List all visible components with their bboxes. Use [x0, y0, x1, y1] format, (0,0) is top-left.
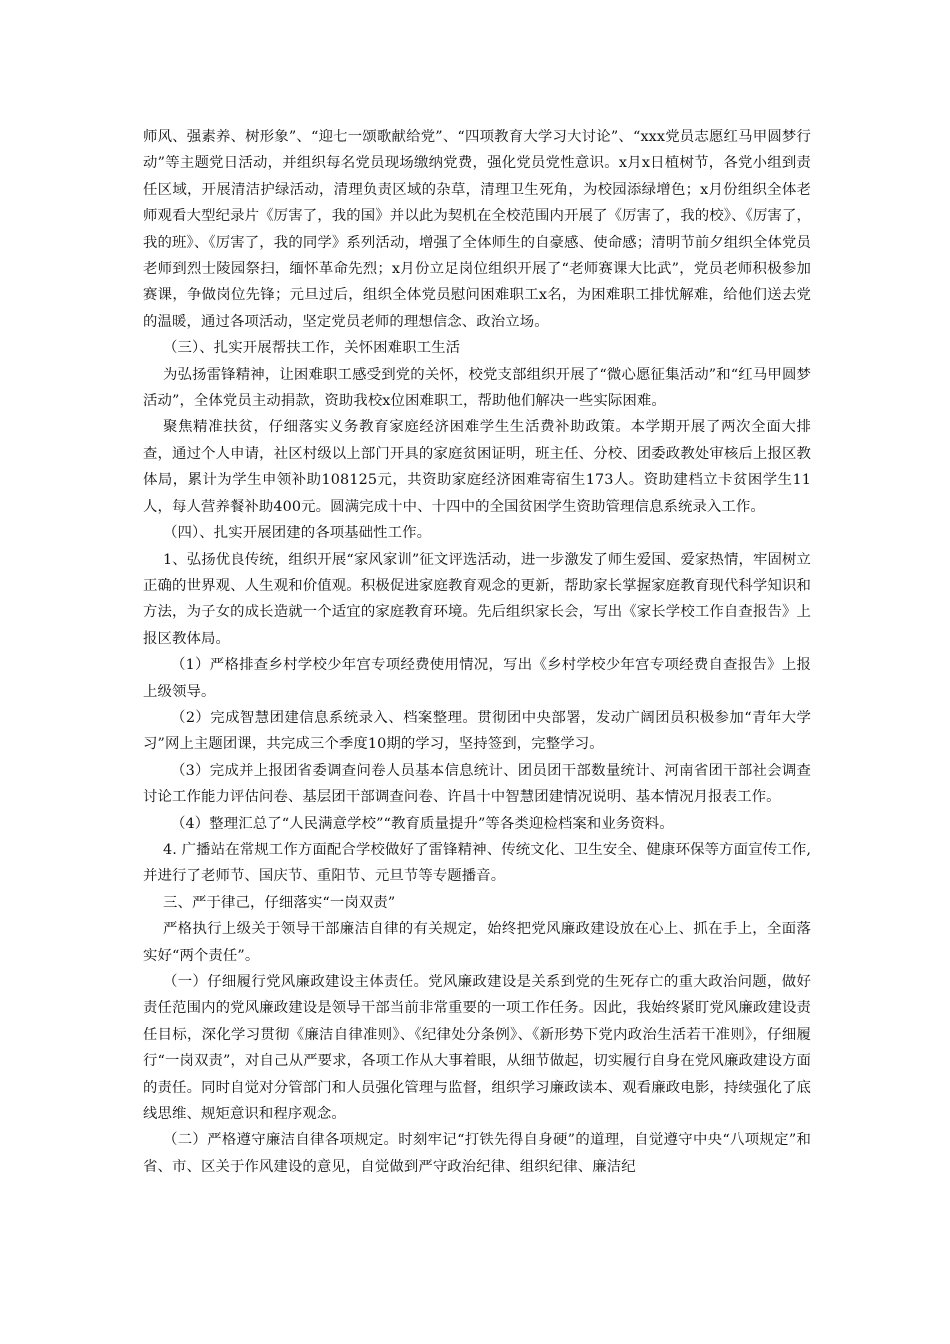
paragraph-broadcast-station: 4. 广播站在常规工作方面配合学校做好了雷锋精神、传统文化、卫生安全、健康环保等方面宣传工作,并进行了老师节、国庆节、重阳节、元旦节等专题播音。 [143, 841, 811, 885]
list-item-3: （3）完成并上报团省委调查问卷人员基本信息统计、团员团干部数量统计、河南省团干部社会调查讨论工作能力评估问卷、基层团干部调查问卷、许昌十中智慧团建情况说明、基本情况月报表工作。 [143, 762, 811, 806]
paragraph-party-day-activities: 师风、强素养、树形象”、“迎七一颂歌献给党”、“四项教育大学习大讨论”、“xxx党员志愿红马甲圆梦行动”等主题党日活动，并组织每名党员现场缴纳党费，强化党员党性意识。x月x日植树节，各党小组到责任区域，开展清洁护绿活动，清理负责区域的杂草，清理卫生死角，为校园添绿增色；x月份组织全体老师观看大型纪录片《厉害了，我的国》并以此为契机在全校范围内开展了《厉害了，我的校》、《厉害了，我的班》、《厉害了，我的同学》系列活动，增强了全体师生的自豪感、使命感；清明节前夕组织全体党员老师到烈士陵园祭扫，缅怀革命先烈；x月份立足岗位组织开展了“老师赛课大比武”，党员老师积极参加赛课，争做岗位先锋；元旦过后，组织全体党员慰问困难职工x名，为困难职工排忧解难，给他们送去党的温暖，通过各项活动，坚定党员老师的理想信念、政治立场。 [143, 129, 811, 330]
heading-section-three-assistance: （三）、扎实开展帮扶工作，关怀困难职工生活 [163, 340, 461, 357]
paragraph-lei-feng-spirit: 为弘扬雷锋精神，让困难职工感受到党的关怀，校党支部组织开展了“微心愿征集活动”和“红马甲圆梦活动”，全体党员主动捐款，资助我校x位困难职工，帮助他们解决一些实际困难。 [143, 366, 811, 410]
paragraph-integrity-rules: （二）严格遵守廉洁自律各项规定。时刻牢记“打铁先得自身硬”的道理，自觉遵守中央“八项规定”和省、市、区关于作风建设的意见，自觉做到严守政治纪律、组织纪律、廉洁纪 [143, 1132, 811, 1175]
paragraph-self-discipline: 严格执行上级关于领导干部廉洁自律的有关规定，始终把党风廉政建设放在心上、抓在手上，全面落实好“两个责任”。 [143, 921, 811, 964]
paragraph-poverty-relief: 聚焦精准扶贫，仔细落实义务教育家庭经济困难学生生活费补助政策。本学期开展了两次全面大排查，通过个人申请，社区村级以上部门开具的家庭贫困证明，班主任、分校、团委政教处审核后上报区教体局，累计为学生申领补助108125元，共资助家庭经济困难寄宿生173人。资助建档立卡贫困学生11人，每人营养餐补助400元。圆满完成十中、十四中的全国贫困学生资助管理信息系统录入工作。 [143, 419, 811, 515]
list-item-1: （1）严格排查乡村学校少年宫专项经费使用情况，写出《乡村学校少年宫专项经费自查报告》上报上级领导。 [143, 657, 811, 700]
document-page [143, 124, 811, 1180]
paragraph-main-responsibility: （一）仔细履行党风廉政建设主体责任。党风廉政建设是关系到党的生死存亡的重大政治问题，做好责任范围内的党风廉政建设是领导干部当前非常重要的一项工作任务。因此，我始终紧盯党风廉政建设责任目标，深化学习贯彻《廉洁自律准则》、《纪律处分条例》、《新形势下党内政治生活若干准则》，仔细履行“一岗双责”，对自己从严要求，各项工作从大事着眼，从细节做起，切实履行自身在党风廉政建设方面的责任。同时自觉对分管部门和人员强化管理与监督，组织学习廉政读本、观看廉政电影，持续强化了底线思维、规矩意识和程序观念。 [143, 974, 811, 1123]
heading-part-three-discipline: 三、严于律己，仔细落实“一岗双责” [163, 894, 396, 911]
list-item-4: （4）整理汇总了“人民满意学校”“教育质量提升”等各类迎检档案和业务资料。 [171, 815, 674, 832]
list-item-2: （2）完成智慧团建信息系统录入、档案整理。贯彻团中央部署，发动广阔团员积极参加“青年大学习”网上主题团课，共完成三个季度10期的学习，坚持签到，完整学习。 [143, 709, 811, 753]
paragraph-family-tradition: 1、弘扬优良传统，组织开展“家风家训”征文评选活动，进一步激发了师生爱国、爱家热情，牢固树立正确的世界观、人生观和价值观。积极促进家庭教育观念的更新，帮助家长掌握家庭教育现代科学知识和方法，为子女的成长造就一个适宜的家庭教育环境。先后组织家长会，写出《家长学校工作自查报告》上报区教体局。 [143, 551, 811, 647]
heading-section-four-league: （四）、扎实开展团建的各项基础性工作。 [163, 525, 432, 542]
